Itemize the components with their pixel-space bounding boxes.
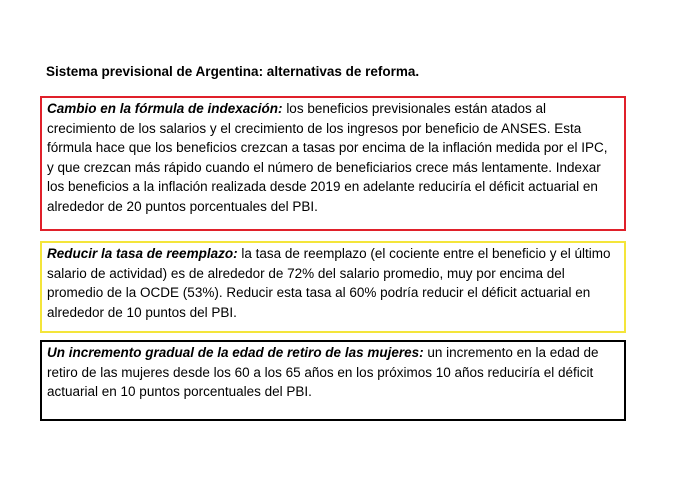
women-retirement-age-box: [40, 340, 626, 421]
women-retirement-age-body: un incremento en la edad de retiro de las mujeres desde los 60 a los 65 años en los próximos 10 años reduciría el déficit actuarial en 10 puntos porcentuales del PBI.: [47, 345, 599, 399]
replacement-rate-body: la tasa de reemplazo (el cociente entre el beneficio y el último salario de actividad) es de alrededor de 72% del salario promedio, muy por encima del promedio de la OCDE (53%). Reducir esta tasa al 60% podría reducir el déficit actuarial en alrededor de 10 puntos del PBI.: [47, 246, 611, 320]
replacement-rate-text: [47, 244, 618, 322]
replacement-rate-box: [40, 241, 626, 333]
indexation-reform-heading: Cambio en la fórmula de indexación:: [47, 101, 283, 116]
women-retirement-age-heading: Un incremento gradual de la edad de retiro de las mujeres:: [47, 345, 424, 360]
women-retirement-age-text: [47, 343, 618, 402]
indexation-reform-text: [47, 99, 618, 216]
replacement-rate-heading: Reducir la tasa de reemplazo:: [47, 246, 238, 261]
indexation-reform-box: [40, 96, 626, 231]
document-title: Sistema previsional de Argentina: alternativas de reforma.: [46, 64, 420, 79]
indexation-reform-body: los beneficios previsionales están atados al crecimiento de los salarios y el crecimiento de los ingresos por beneficio de ANSES. Esta fórmula hace que los beneficios crezcan a tasas por encima de la inflación medida por el IPC, y que crezcan más rápido cuando el número de beneficiarios crece más lentamente. Indexar los beneficios a la inflación realizada desde 2019 en adelante reduciría el déficit actuarial en alrededor de 20 puntos porcentuales del PBI.: [47, 101, 608, 214]
